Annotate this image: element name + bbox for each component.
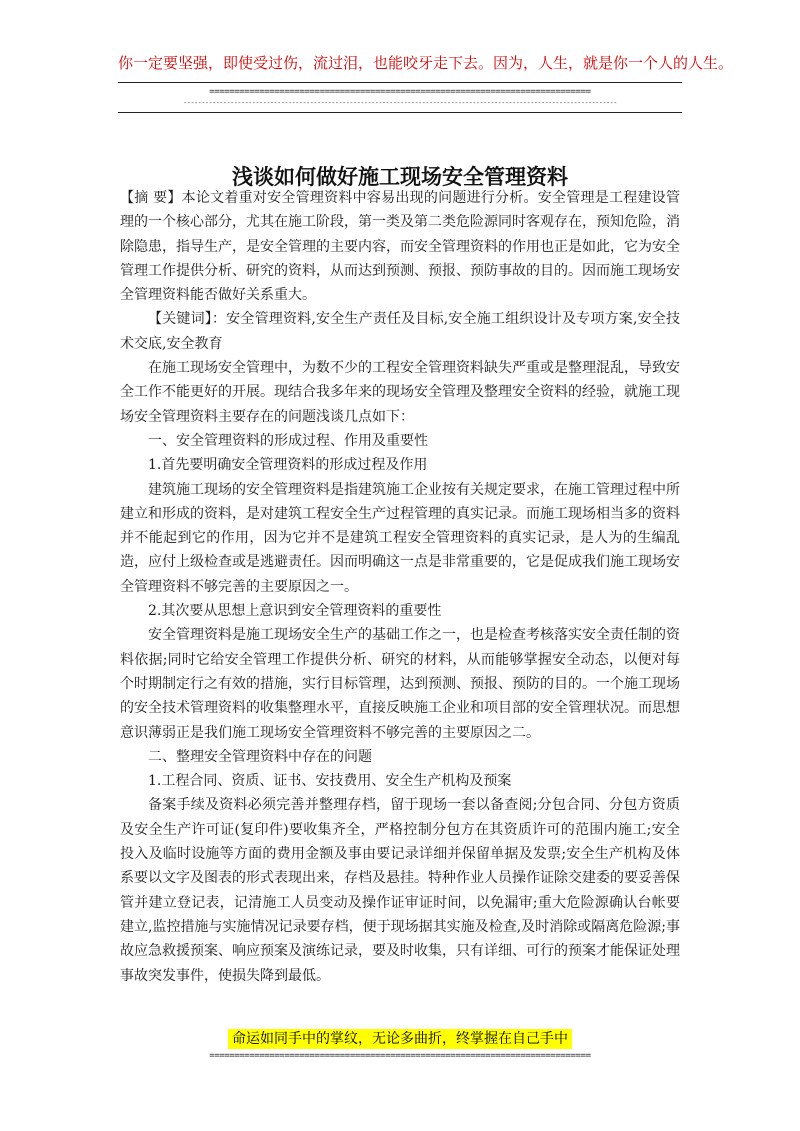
page-footer	[180, 1028, 620, 1061]
header-motto: 你一定要坚强，即使受过伤，流过泪，也能咬牙走下去。因为，人生，就是你一个人的人生。	[118, 54, 734, 72]
subsection-paragraph-1-1: 建筑施工现场的安全管理资料是指建筑施工企业按有关规定要求，在施工管理过程中所建立和形成的资料，是对建筑工程安全生产过程管理的真实记录。而施工现场相当多的资料并不能起到它的作用，因为它并不是建筑工程安全管理资料的真实记录，是人为的生编乱造，应付上级检查或是逃避责任。因而明确这一点是非常重要的，它是促成我们施工现场安全管理资料不够完善的主要原因之一。	[120, 481, 680, 595]
section-heading-1: 一、安全管理资料的形成过程、作用及重要性	[148, 432, 428, 449]
header-dash-line: ------------------------------------------------------------------------------------------------------------------------	[183, 99, 617, 107]
document-body	[120, 186, 680, 988]
subsection-paragraph-1-2: 安全管理资料是施工现场安全生产的基础工作之一，也是检查考核落实安全责任制的资料依据;同时它给安全管理工作提供分析、研究的材料，从而能够掌握安全动态，以便对每个时期制定行之有效的措施，实行目标管理，达到预测、预报、预防的目的。一个施工现场的安全技术管理资料的收集整理水平，直接反映施工企业和项目部的安全管理状况。而思想意识薄弱正是我们施工现场安全管理资料不够完善的主要原因之二。	[120, 627, 680, 741]
header-rule-top	[118, 82, 682, 83]
header-rule-bottom	[118, 112, 682, 113]
subsection-paragraph-2-1: 备案手续及资料必须完善并整理存档，留于现场一套以备查阅;分包合同、分包方资质及安全生产许可证(复印件)要收集齐全，严格控制分包方在其资质许可的范围内施工;安全投入及临时设施等方面的费用金额及事由要记录详细并保留单据及发票;安全生产机构及体系要以文字及图表的形式表现出来，存档及悬挂。特种作业人员操作证除交建委的要妥善保管并建立登记表，记清施工人员变动及操作证审证时间，以免漏审;重大危险源确认台帐要建立,监控措施与实施情况记录要存档，便于现场据其实施及检查,及时消除或隔离危险源;事故应急救援预案、响应预案及演练记录，要及时收集，只有详细、可行的预案才能保证处理事故突发事件，使损失降到最低。	[120, 797, 680, 984]
footer-motto: 命运如同手中的掌纹，无论多曲折，终掌握在自己手中	[228, 1029, 572, 1049]
document-title: 浅谈如何做好施工现场安全管理资料	[232, 164, 568, 190]
subsection-heading-1-2: 2.其次要从思想上意识到安全管理资料的重要性	[148, 603, 442, 620]
subsection-heading-2-1: 1.工程合同、资质、证书、安技费用、安全生产机构及预案	[148, 773, 512, 790]
footer-equals-line: ============================================================================	[209, 1051, 591, 1061]
subsection-heading-1-1: 1.首先要明确安全管理资料的形成过程及作用	[148, 457, 428, 474]
header-equals-line: ============================================================================	[209, 87, 591, 97]
page-header	[118, 52, 734, 113]
section-heading-2: 二、整理安全管理资料中存在的问题	[148, 748, 372, 765]
keywords-paragraph: 【关键词】：安全管理资料,安全生产责任及目标,安全施工组织设计及专项方案,安全技术交底,安全教育	[120, 311, 680, 352]
intro-paragraph: 在施工现场安全管理中，为数不少的工程安全管理资料缺失严重或是整理混乱，导致安全工作不能更好的开展。现结合我多年来的现场安全管理及整理安全资料的经验，就施工现场安全管理资料主要存在的问题浅谈几点如下：	[120, 360, 680, 425]
abstract-paragraph: 【摘 要】本论文着重对安全管理资料中容易出现的问题进行分析。安全管理是工程建设管理的一个核心部分，尤其在施工阶段，第一类及第二类危险源同时客观存在，预知危险，消除隐患，指导生产，是安全管理的主要内容，而安全管理资料的作用也正是如此，它为安全管理工作提供分析、研究的资料，从而达到预测、预报、预防事故的目的。因而施工现场安全管理资料能否做好关系重大。	[120, 190, 680, 304]
